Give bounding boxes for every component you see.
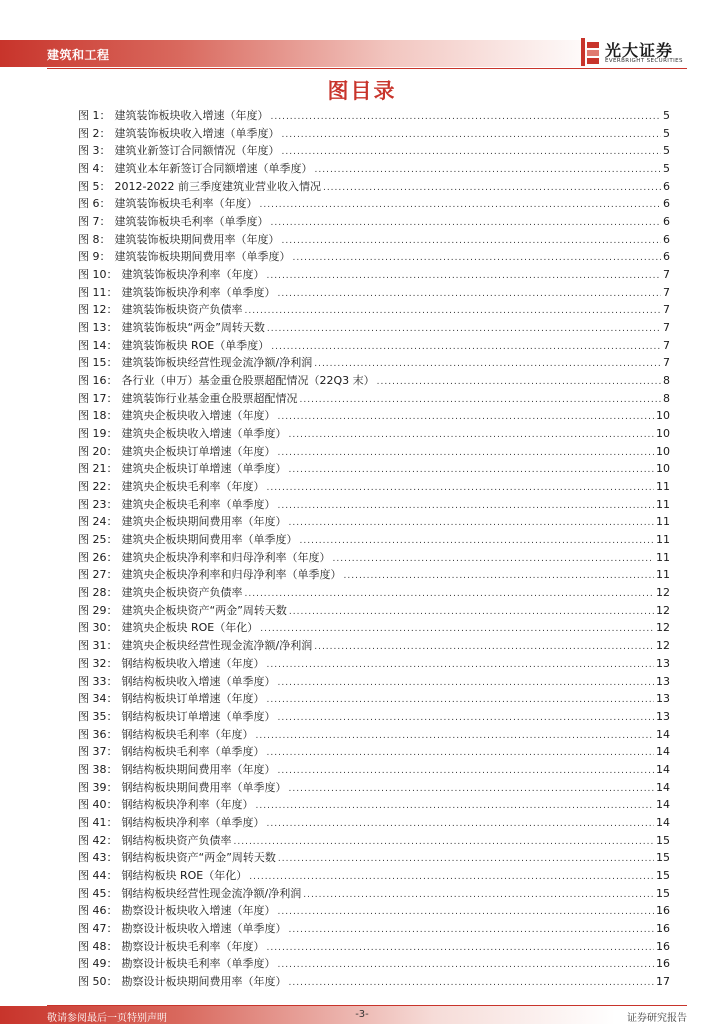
toc-page-number[interactable]: 10 — [656, 444, 670, 458]
toc-figure-title[interactable]: 建筑央企板块订单增速（单季度） — [121, 462, 287, 476]
toc-page-number[interactable]: 13 — [656, 709, 670, 723]
toc-figure-title[interactable]: 勘察设计板块收入增速（单季度） — [121, 921, 287, 935]
toc-page-number[interactable]: 5 — [663, 109, 670, 122]
footer-disclaimer: 敬请参阅最后一页特别声明 — [47, 1013, 167, 1024]
toc-figure-number: 图 21： — [78, 462, 118, 476]
toc-dot-leader — [267, 692, 655, 710]
header-divider — [47, 68, 687, 69]
toc-figure-title[interactable]: 2012-2022 前三季度建筑业营业收入情况 — [114, 179, 321, 193]
toc-entry[interactable] — [78, 125, 670, 143]
toc-page-number[interactable]: 11 — [656, 480, 670, 494]
toc-entry[interactable] — [78, 655, 670, 673]
toc-figure-title[interactable]: 建筑央企板块资产“两金”周转天数 — [121, 603, 287, 617]
toc-figure-title[interactable]: 钢结构板块订单增速（年度） — [121, 692, 265, 706]
toc-figure-number: 图 24： — [78, 515, 118, 529]
toc-entry[interactable] — [78, 178, 670, 196]
toc-dot-leader — [300, 392, 662, 410]
toc-figure-title[interactable]: 钢结构板块毛利率（年度） — [121, 727, 254, 741]
toc-figure-title[interactable]: 钢结构板块期间费用率（年度） — [121, 762, 276, 776]
toc-entry[interactable] — [78, 814, 670, 832]
toc-entry[interactable] — [78, 902, 670, 920]
toc-figure-title[interactable]: 勘察设计板块收入增速（年度） — [121, 904, 276, 918]
toc-figure-title[interactable]: 勘察设计板块毛利率（年度） — [121, 939, 265, 953]
toc-page-number[interactable]: 5 — [663, 144, 670, 158]
toc-entry[interactable] — [78, 602, 670, 620]
toc-dot-leader — [267, 268, 662, 286]
toc-figure-title[interactable]: 钢结构板块净利率（年度） — [121, 798, 254, 812]
toc-figure-title[interactable]: 勘察设计板块毛利率（单季度） — [121, 957, 276, 971]
toc-dot-leader — [303, 887, 654, 905]
toc-entry[interactable] — [78, 531, 670, 549]
toc-figure-title[interactable]: 建筑装饰行业基金重仓股票超配情况 — [121, 391, 298, 405]
toc-figure-number: 图 25： — [78, 533, 118, 547]
toc-dot-leader — [260, 197, 662, 215]
toc-entry[interactable] — [78, 319, 670, 337]
toc-figure-title[interactable]: 钢结构板块净利率（单季度） — [121, 815, 265, 829]
toc-entry[interactable] — [78, 920, 670, 938]
toc-entry[interactable] — [78, 213, 670, 231]
toc-dot-leader — [278, 286, 662, 304]
toc-page-number[interactable]: 16 — [656, 939, 670, 953]
toc-dot-leader — [278, 710, 655, 728]
toc-figure-title[interactable]: 建筑央企板块 ROE（年化） — [121, 621, 259, 635]
toc-figure-number: 图 8： — [78, 232, 111, 246]
toc-figure-number: 图 36： — [78, 727, 118, 741]
toc-figure-number: 图 41： — [78, 815, 118, 829]
toc-entry[interactable] — [78, 337, 670, 355]
toc-figure-number: 图 15： — [78, 356, 118, 370]
toc-figure-number: 图 20： — [78, 444, 118, 458]
toc-entry[interactable] — [78, 726, 670, 744]
toc-dot-leader — [278, 957, 655, 975]
toc-dot-leader — [333, 551, 655, 569]
toc-entry[interactable] — [78, 796, 670, 814]
toc-entry[interactable] — [78, 407, 670, 425]
toc-dot-leader — [300, 533, 655, 551]
company-logo — [581, 38, 691, 70]
toc-dot-leader — [289, 604, 654, 622]
toc-entry[interactable] — [78, 460, 670, 478]
toc-figure-title[interactable]: 钢结构板块资产“两金”周转天数 — [121, 851, 276, 865]
toc-figure-number: 图 30： — [78, 621, 118, 635]
toc-figure-number: 图 13： — [78, 321, 118, 335]
toc-figure-title[interactable]: 建筑央企板块收入增速（单季度） — [121, 427, 287, 441]
toc-figure-title[interactable]: 钢结构板块订单增速（单季度） — [121, 709, 276, 723]
toc-dot-leader — [256, 728, 655, 746]
toc-figure-title[interactable]: 建筑装饰板块净利率（单季度） — [121, 285, 276, 299]
toc-figure-title[interactable]: 建筑装饰板块净利率（年度） — [121, 268, 265, 282]
toc-dot-leader — [267, 657, 655, 675]
toc-figure-title[interactable]: 建筑装饰板块“两金”周转天数 — [121, 321, 265, 335]
toc-page-number[interactable]: 14 — [656, 762, 670, 776]
toc-figure-number: 图 50： — [78, 974, 118, 988]
toc-dot-leader — [278, 763, 655, 781]
toc-dot-leader — [377, 374, 661, 392]
toc-page-number[interactable]: 12 — [656, 586, 670, 600]
toc-dot-leader — [245, 303, 662, 321]
toc-page-number[interactable]: 12 — [656, 639, 670, 653]
figure-list — [78, 107, 670, 991]
toc-figure-number: 图 44： — [78, 868, 118, 882]
toc-figure-number: 图 34： — [78, 692, 118, 706]
toc-dot-leader — [282, 127, 662, 145]
toc-figure-number: 图 1： — [78, 109, 111, 122]
toc-entry[interactable] — [78, 301, 670, 319]
toc-page-number[interactable]: 7 — [663, 268, 670, 282]
logo-name-en: EVERBRIGHT SECURITIES — [605, 58, 683, 64]
toc-entry[interactable] — [78, 708, 670, 726]
toc-page-number[interactable]: 6 — [663, 232, 670, 246]
toc-figure-number: 图 4： — [78, 162, 111, 176]
toc-dot-leader — [260, 621, 654, 639]
toc-entry[interactable] — [78, 549, 670, 567]
toc-figure-number: 图 43： — [78, 851, 118, 865]
toc-dot-leader — [249, 869, 654, 887]
section-title: 建筑和工程 — [47, 48, 110, 62]
toc-entry[interactable] — [78, 496, 670, 514]
toc-page-number[interactable]: 10 — [656, 427, 670, 441]
toc-figure-title[interactable]: 勘察设计板块期间费用率（年度） — [121, 974, 287, 988]
toc-page-number[interactable]: 15 — [656, 886, 670, 900]
toc-page-number[interactable]: 11 — [656, 533, 670, 547]
toc-page-number[interactable]: 17 — [656, 974, 670, 988]
toc-entry[interactable] — [78, 231, 670, 249]
toc-figure-number: 图 23： — [78, 497, 118, 511]
toc-entry[interactable] — [78, 761, 670, 779]
toc-dot-leader — [282, 144, 662, 162]
toc-dot-leader — [289, 427, 655, 445]
toc-page-number[interactable]: 13 — [656, 692, 670, 706]
toc-figure-title[interactable]: 钢结构板块 ROE（年化） — [121, 868, 248, 882]
toc-figure-number: 图 27： — [78, 568, 118, 582]
toc-entry[interactable] — [78, 885, 670, 903]
toc-figure-number: 图 38： — [78, 762, 118, 776]
toc-page-number[interactable]: 14 — [656, 798, 670, 812]
toc-figure-number: 图 9： — [78, 250, 111, 264]
toc-figure-number: 图 22： — [78, 480, 118, 494]
toc-dot-leader — [271, 215, 662, 233]
toc-figure-title[interactable]: 建筑装饰板块毛利率（单季度） — [114, 215, 269, 229]
toc-entry[interactable] — [78, 637, 670, 655]
toc-figure-title[interactable]: 建筑央企板块净利率和归母净利率（单季度） — [121, 568, 342, 582]
toc-page-number[interactable]: 13 — [656, 674, 670, 688]
toc-figure-number: 图 48： — [78, 939, 118, 953]
toc-dot-leader — [267, 816, 655, 834]
toc-entry[interactable] — [78, 867, 670, 885]
toc-page-number[interactable]: 15 — [656, 833, 670, 847]
toc-page-number[interactable]: 15 — [656, 868, 670, 882]
footer-report-type: 证券研究报告 — [627, 1013, 687, 1024]
toc-entry[interactable] — [78, 973, 670, 991]
toc-entry[interactable] — [78, 779, 670, 797]
toc-entry[interactable] — [78, 832, 670, 850]
toc-page-number[interactable]: 7 — [663, 285, 670, 299]
toc-entry[interactable] — [78, 673, 670, 691]
toc-figure-number: 图 18： — [78, 409, 118, 423]
toc-figure-number: 图 26： — [78, 550, 118, 564]
toc-figure-number: 图 42： — [78, 833, 118, 847]
toc-figure-title[interactable]: 建筑央企板块期间费用率（单季度） — [121, 533, 298, 547]
toc-dot-leader — [282, 233, 662, 251]
toc-dot-leader — [278, 904, 655, 922]
toc-figure-title[interactable]: 建筑央企板块经营性现金流净额/净利润 — [121, 639, 313, 653]
toc-page-number[interactable]: 10 — [656, 462, 670, 476]
toc-dot-leader — [267, 480, 655, 498]
toc-page-number[interactable]: 14 — [656, 727, 670, 741]
toc-figure-title[interactable]: 钢结构板块收入增速（单季度） — [121, 674, 276, 688]
toc-figure-number: 图 7： — [78, 215, 111, 229]
toc-page-number[interactable]: 5 — [663, 126, 670, 140]
toc-figure-number: 图 40： — [78, 798, 118, 812]
logo-name-cn: 光大证券 — [605, 41, 674, 60]
toc-dot-leader — [267, 745, 655, 763]
toc-figure-title[interactable]: 建筑装饰板块期间费用率（年度） — [114, 232, 280, 246]
toc-figure-title[interactable]: 钢结构板块期间费用率（单季度） — [121, 780, 287, 794]
toc-page-number[interactable]: 16 — [656, 904, 670, 918]
toc-page-number[interactable]: 5 — [663, 162, 670, 176]
toc-entry[interactable] — [78, 107, 670, 125]
toc-figure-title[interactable]: 钢结构板块经营性现金流净额/净利润 — [121, 886, 302, 900]
toc-figure-title[interactable]: 建筑央企板块订单增速（年度） — [121, 444, 276, 458]
toc-figure-title[interactable]: 建筑装饰板块资产负债率 — [121, 303, 243, 317]
toc-figure-number: 图 47： — [78, 921, 118, 935]
toc-figure-title[interactable]: 建筑业本年新签订合同额增速（单季度） — [114, 162, 313, 176]
toc-entry[interactable] — [78, 266, 670, 284]
toc-page-number[interactable]: 11 — [656, 515, 670, 529]
toc-dot-leader — [271, 339, 661, 357]
toc-entry[interactable] — [78, 513, 670, 531]
toc-page-number[interactable]: 11 — [656, 568, 670, 582]
toc-figure-number: 图 29： — [78, 603, 118, 617]
toc-entry[interactable] — [78, 425, 670, 443]
toc-figure-number: 图 12： — [78, 303, 118, 317]
toc-dot-leader — [344, 568, 655, 586]
toc-dot-leader — [267, 940, 655, 958]
toc-figure-number: 图 31： — [78, 639, 118, 653]
toc-entry[interactable] — [78, 248, 670, 266]
toc-figure-number: 图 3： — [78, 144, 111, 158]
page-title: 图目录 — [327, 79, 397, 103]
toc-dot-leader — [278, 675, 655, 693]
toc-figure-title[interactable]: 建筑央企板块资产负债率 — [121, 586, 243, 600]
toc-page-number[interactable]: 16 — [656, 921, 670, 935]
toc-page-number[interactable]: 13 — [656, 656, 670, 670]
toc-figure-title[interactable]: 建筑业新签订合同额情况（年度） — [114, 144, 280, 158]
toc-figure-title[interactable]: 建筑装饰板块收入增速（单季度） — [114, 126, 280, 140]
toc-page-number[interactable]: 7 — [663, 321, 670, 335]
toc-dot-leader — [289, 515, 655, 533]
toc-entry[interactable] — [78, 743, 670, 761]
toc-figure-title[interactable]: 建筑央企板块期间费用率（年度） — [121, 515, 287, 529]
toc-dot-leader — [267, 321, 661, 339]
toc-entry[interactable] — [78, 443, 670, 461]
toc-page-number[interactable]: 14 — [656, 815, 670, 829]
toc-page-number[interactable]: 11 — [656, 550, 670, 564]
toc-entry[interactable] — [78, 354, 670, 372]
toc-figure-number: 图 17： — [78, 391, 118, 405]
toc-page-number[interactable]: 7 — [663, 356, 670, 370]
toc-entry[interactable] — [78, 955, 670, 973]
toc-figure-title[interactable]: 建筑装饰板块 ROE（单季度） — [121, 338, 270, 352]
toc-figure-title[interactable]: 钢结构板块资产负债率 — [121, 833, 232, 847]
toc-dot-leader — [234, 834, 655, 852]
toc-figure-number: 图 39： — [78, 780, 118, 794]
toc-entry[interactable] — [78, 849, 670, 867]
toc-figure-number: 图 14： — [78, 338, 118, 352]
toc-dot-leader — [278, 851, 654, 869]
toc-entry[interactable] — [78, 390, 670, 408]
toc-dot-leader — [289, 462, 655, 480]
toc-page-number[interactable]: 15 — [656, 851, 670, 865]
toc-entry[interactable] — [78, 619, 670, 637]
toc-figure-number: 图 10： — [78, 268, 118, 282]
toc-figure-number: 图 2： — [78, 126, 111, 140]
toc-page-number[interactable]: 16 — [656, 957, 670, 971]
toc-entry[interactable] — [78, 690, 670, 708]
toc-figure-number: 图 45： — [78, 886, 118, 900]
toc-dot-leader — [245, 586, 655, 604]
toc-figure-number: 图 33： — [78, 674, 118, 688]
toc-page-number[interactable]: 14 — [656, 780, 670, 794]
toc-figure-title[interactable]: 建筑央企板块净利率和归母净利率（年度） — [121, 550, 331, 564]
toc-entry[interactable] — [78, 938, 670, 956]
toc-figure-number: 图 28： — [78, 586, 118, 600]
toc-dot-leader — [314, 639, 654, 657]
toc-dot-leader — [278, 409, 655, 427]
toc-figure-number: 图 11： — [78, 285, 118, 299]
toc-page-number[interactable]: 11 — [656, 497, 670, 511]
toc-figure-number: 图 49： — [78, 957, 118, 971]
toc-figure-title[interactable]: 建筑央企板块毛利率（单季度） — [121, 497, 276, 511]
toc-page-number[interactable]: 8 — [663, 374, 670, 388]
toc-figure-title[interactable]: 建筑装饰板块经营性现金流净额/净利润 — [121, 356, 313, 370]
toc-entry[interactable] — [78, 372, 670, 390]
toc-figure-title[interactable]: 钢结构板块收入增速（年度） — [121, 656, 265, 670]
toc-entry[interactable] — [78, 478, 670, 496]
toc-figure-title[interactable]: 建筑装饰板块毛利率（年度） — [114, 197, 258, 211]
toc-entry[interactable] — [78, 566, 670, 584]
toc-page-number[interactable]: 7 — [663, 303, 670, 317]
toc-figure-title[interactable]: 建筑装饰板块期间费用率（单季度） — [114, 250, 291, 264]
toc-entry[interactable] — [78, 160, 670, 178]
toc-figure-number: 图 37： — [78, 745, 118, 759]
logo-mark-icon — [581, 38, 599, 66]
toc-figure-number: 图 6： — [78, 197, 111, 211]
toc-figure-number: 图 32： — [78, 656, 118, 670]
toc-page-number[interactable]: 6 — [663, 215, 670, 229]
toc-dot-leader — [256, 798, 655, 816]
page-number: -3- — [355, 1009, 369, 1020]
toc-dot-leader — [323, 180, 661, 198]
toc-page-number[interactable]: 12 — [656, 621, 670, 635]
toc-page-number[interactable]: 12 — [656, 603, 670, 617]
toc-page-number[interactable]: 10 — [656, 409, 670, 423]
toc-entry[interactable] — [78, 284, 670, 302]
toc-figure-title[interactable]: 建筑央企板块毛利率（年度） — [121, 480, 265, 494]
toc-dot-leader — [278, 445, 655, 463]
toc-entry[interactable] — [78, 584, 670, 602]
toc-dot-leader — [293, 250, 662, 268]
toc-page-number[interactable]: 8 — [663, 391, 670, 405]
toc-figure-title[interactable]: 建筑央企板块收入增速（年度） — [121, 409, 276, 423]
toc-dot-leader — [315, 162, 662, 180]
toc-dot-leader — [271, 109, 662, 127]
toc-dot-leader — [289, 975, 655, 993]
toc-figure-title[interactable]: 各行业（申万）基金重仓股票超配情况（22Q3 末） — [121, 374, 375, 388]
toc-figure-number: 图 16： — [78, 374, 118, 388]
toc-entry[interactable] — [78, 142, 670, 160]
toc-figure-number: 图 46： — [78, 904, 118, 918]
toc-dot-leader — [289, 781, 655, 799]
toc-dot-leader — [278, 498, 655, 516]
toc-page-number[interactable]: 6 — [663, 250, 670, 264]
toc-page-number[interactable]: 14 — [656, 745, 670, 759]
toc-dot-leader — [289, 922, 655, 940]
toc-page-number[interactable]: 6 — [663, 179, 670, 193]
toc-figure-title[interactable]: 建筑装饰板块收入增速（年度） — [114, 109, 269, 122]
toc-figure-title[interactable]: 钢结构板块毛利率（单季度） — [121, 745, 265, 759]
toc-page-number[interactable]: 6 — [663, 197, 670, 211]
toc-page-number[interactable]: 7 — [663, 338, 670, 352]
toc-figure-number: 图 35： — [78, 709, 118, 723]
toc-figure-number: 图 5： — [78, 179, 111, 193]
toc-figure-number: 图 19： — [78, 427, 118, 441]
toc-entry[interactable] — [78, 195, 670, 213]
